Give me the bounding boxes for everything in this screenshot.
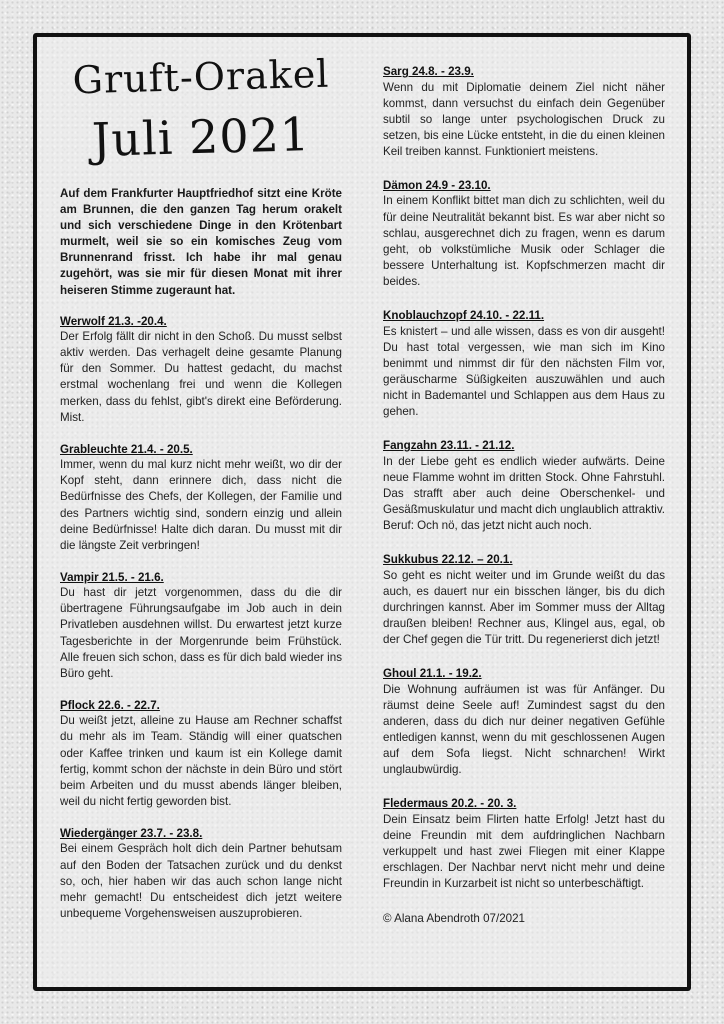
entry-title: Dämon 24.9 - 23.10. [383, 178, 491, 192]
entry-title: Werwolf 21.3. -20.4. [60, 314, 167, 328]
intro-text: Auf dem Frankfurter Hauptfriedhof sitzt eine Kröte am Brunnen, die den ganzen Tag herum orakelt und sich verschiedene Dinge in den Krötenbart murmelt, weil sie so ein komisches Zeug vom Brunnenrand frisst. Ich habe ihr mal genau zugehört, was sie mir für diesen Monat mit ihrer heiseren Stimme zugeraunt hat. [60, 187, 342, 297]
horoscope-entry-pflock [60, 699, 342, 810]
horoscope-entry-fangzahn [383, 439, 665, 534]
horoscope-entry-vampir [60, 571, 342, 682]
entry-title: Sarg 24.8. - 23.9. [383, 65, 474, 78]
entry-text: Die Wohnung aufräumen ist was für Anfänger. Du räumst deine Seele auf! Zumindest sagst du den anderen, dass du dich nur deiner negativen Gefühle entledigen kannst, wenn du mit geschlossenen Augen auf dem Sofa liegst. Nicht schnarchen! Wirkt unglaubwürdig. [383, 682, 665, 776]
entry-text: Du hast dir jetzt vorgenommen, dass du die dir übertragene Führungsaufgabe im Job auch in dein Privatleben ausdehnen willst. Du erwartest jetzt kurze Tagesberichte in der Morgenrunde beim Frühstück. Alle freuen sich schon, dass es für dich bald wieder ins Büro geht. [60, 586, 342, 680]
horoscope-entry-sarg [383, 65, 665, 160]
horoscope-entry-fledermaus [383, 797, 665, 892]
horoscope-entry-grableuchte [60, 443, 342, 554]
entry-title: Wiedergänger 23.7. - 23.8. [60, 826, 203, 840]
horoscope-entry-sukkubus [383, 553, 665, 648]
entry-title: Knoblauchzopf 24.10. - 22.11. [383, 309, 545, 323]
entry-title: Sukkubus 22.12. – 20.1. [383, 553, 513, 567]
entry-text: Immer, wenn du mal kurz nicht mehr weißt, wo dir der Kopf steht, dann erinnere dich, dass nicht die Bedürfnisse des Chefs, der Kollegen, der Familie und des Partners wichtig sind, sondern einzig und allein deine Bedürfnisse! Halte dich daran. Du musst mit dir die längste Zeit verbringen! [60, 458, 342, 552]
entry-text: So geht es nicht weiter und im Grunde weißt du das auch, es dauert nur ein bisschen länger, bis du dich durchringen kannst. Aber im Sommer muss der Alltag draußen bleiben! Rechner aus, Klingel aus, egal, ob der Chef gegen die Tür tritt. Du regenerierst dich jetzt! [383, 568, 665, 646]
horoscope-entry-ghoul [383, 667, 665, 778]
entry-title: Pflock 22.6. - 22.7. [60, 698, 160, 712]
entry-text: Wenn du mit Diplomatie deinem Ziel nicht näher kommst, dann versuchst du einfach dein Gegenüber subtil so lange unter psychologischen Druck zu setzen, bis eine Lücke entsteht, in die du einen kleinen Keil treiben kannst. Funktioniert meistens. [383, 80, 665, 158]
horoscope-entry-werwolf [60, 315, 342, 426]
entry-text: Der Erfolg fällt dir nicht in den Schoß. Du musst selbst aktiv werden. Das verhagelt deine gesamte Planung für den Sommer. Du hattest gedacht, du machst erstmal wochenlang frei und wenn die Kollegen merken, dass du fehlst, gibt's direkt eine Beförderung. Mist. [60, 330, 342, 424]
title-line-2: Juli 2021 [91, 107, 311, 167]
entry-title: Grableuchte 21.4. - 20.5. [60, 442, 193, 456]
entry-title: Fangzahn 23.11. - 21.12. [383, 439, 515, 453]
entry-text: Bei einem Gespräch holt dich dein Partner behutsam auf den Boden der Tatsachen zurück und du denkst so, och, hier haben wir das auch schon lange nicht mehr gemacht! Du entscheidest dich jetzt weitere unbequeme Vorgehensweisen auszuprobieren. [60, 842, 342, 920]
copyright-notice: © Alana Abendroth 07/2021 [383, 912, 525, 926]
horoscope-entry-knoblauchzopf [383, 309, 665, 420]
entry-title: Vampir 21.5. - 21.6. [60, 570, 164, 584]
entry-text: In einem Konflikt bittet man dich zu schlichten, weil du für deine Neutralität bekannt bist. Es war aber nicht so schlau, ausgerechnet dich zu fragen, wenn es darum geht, ob volkstümliche Musik oder Schlager die bessere Unterhaltung ist. Kopfschmerzen macht dir beides. [383, 194, 665, 288]
entry-text: Dein Einsatz beim Flirten hatte Erfolg! Jetzt hast du deine Freundin mit dem aufdringlichen Nachbarn verkuppelt und hast zwei Fliegen mit einer Klappe erschlagen. Der Nachbar nervt nicht mehr und deine Freundin in Kurzarbeit ist nicht so unterbeschäftigt. [383, 812, 665, 890]
horoscope-entry-daemon [383, 179, 665, 290]
horoscope-entry-wiedergaenger [60, 827, 342, 922]
entry-text: Es knistert – und alle wissen, dass es von dir ausgeht! Du hast total vergessen, wie man sich im Kino benimmt und nimmst dir für den nächsten Film vor, geräuscharme Süßigkeiten auszuwählen und auch nicht in Bademantel und Schlappen aus dem Haus zu gehen. [383, 324, 665, 418]
entry-title: Ghoul 21.1. - 19.2. [383, 667, 482, 681]
entry-title: Fledermaus 20.2. - 20. 3. [383, 797, 517, 811]
right-column [383, 65, 665, 927]
title-line-1: Gruft-Orakel [72, 51, 330, 103]
entry-text: Du weißt jetzt, alleine zu Hause am Rechner schaffst du mehr als im Team. Ständig will einer quatschen oder Kaffee trinken und kaum ist ein Kollege damit fertig, kommt schon der nächste in dein Büro und stört beim Arbeiten und du musst abends länger bleiben, weil du nicht fertig geworden bist. [60, 714, 342, 808]
entry-text: In der Liebe geht es endlich wieder aufwärts. Deine neue Flamme wohnt im dritten Stock. Ohne Fahrstuhl. Das strafft aber auch deine Oberschenkel- und Gesäßmuskulatur und macht dich unglaublich attraktiv. Beruf: Och nö, das jetzt nicht auch noch. [383, 454, 665, 532]
left-column [60, 51, 342, 939]
